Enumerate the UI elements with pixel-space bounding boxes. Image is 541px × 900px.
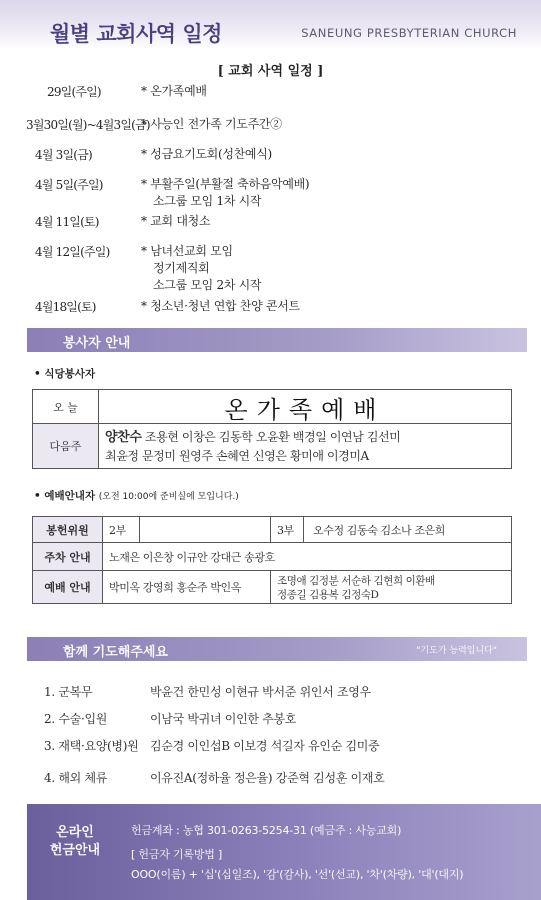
offering-account: 헌금계좌 : 농협 301-0263-5254-31 (예금주 : 사능교회) bbox=[131, 824, 402, 837]
schedule-events bbox=[141, 83, 207, 100]
next-week-label: 다음주 bbox=[33, 424, 99, 468]
prayer-names: 박윤건 한민성 이현규 박서준 위인서 조영우 bbox=[150, 685, 371, 699]
worship-guide-line: 정종길 김용복 김정숙D bbox=[277, 589, 379, 601]
schedule-event: * 교회 대청소 bbox=[141, 214, 211, 228]
schedule-events bbox=[141, 213, 210, 230]
table-row bbox=[33, 424, 511, 468]
table-row bbox=[33, 517, 511, 543]
ushers-heading-note: (오전 10:00에 준비실에 모입니다.) bbox=[98, 492, 239, 502]
table-row bbox=[33, 571, 511, 603]
prayer-names: 김순경 이인섭B 이보경 석길자 유인순 김미중 bbox=[150, 739, 380, 753]
schedule-date: 4월 5일(주일) bbox=[35, 178, 103, 192]
third-service-label: 3부 bbox=[277, 523, 294, 537]
online-offering-label-line: 헌금안내 bbox=[49, 843, 101, 858]
page-header bbox=[0, 0, 541, 50]
divider bbox=[270, 571, 271, 603]
schedule-event: 소그룹 모임 2차 시작 bbox=[153, 278, 262, 292]
prayer-names: 이남국 박귀녀 이인한 추봉호 bbox=[150, 712, 297, 726]
cafeteria-table bbox=[32, 389, 512, 469]
next-week-values bbox=[105, 428, 509, 465]
schedule-date: 4월 11일(토) bbox=[35, 215, 99, 229]
schedule-event: 정기제직회 bbox=[153, 261, 210, 275]
next-week-line bbox=[105, 428, 509, 447]
volunteers-section-bar bbox=[27, 328, 527, 352]
ushers-heading bbox=[34, 488, 239, 503]
schedule-events bbox=[141, 116, 282, 133]
page-title: 월별 교회사역 일정 bbox=[50, 22, 222, 46]
schedule-events bbox=[141, 243, 261, 294]
prayer-motto: "기도가 능력입니다" bbox=[416, 646, 497, 656]
schedule-event: * 온가족예배 bbox=[141, 84, 207, 98]
schedule-event: * 사능인 전가족 기도주간② bbox=[141, 117, 282, 131]
today-value: 온가족예배 bbox=[224, 395, 386, 424]
parking-label: 주차 안내 bbox=[33, 543, 103, 570]
next-week-line: 최윤정 문정미 원영주 손혜연 신영은 황미애 이경미A bbox=[105, 449, 369, 463]
today-label: 오 늘 bbox=[33, 390, 99, 423]
table-row bbox=[33, 390, 511, 424]
worship-guide-names: 박미옥 강영희 홍순주 박인옥 bbox=[109, 581, 242, 594]
next-week-first-name: 양찬수 bbox=[105, 430, 142, 445]
third-service-names: 오수정 김동숙 김소나 조은희 bbox=[313, 523, 446, 537]
divider bbox=[139, 517, 140, 542]
prayer-names: 이유진A(정하율 정은율) 강준혁 김성훈 이재호 bbox=[150, 771, 385, 785]
schedule-event: * 성금요기도회(성찬예식) bbox=[141, 147, 272, 161]
schedule-date: 3월30일(월)~4월3일(금) bbox=[26, 118, 150, 132]
online-offering-label-line: 온라인 bbox=[56, 825, 94, 840]
next-week-names: 조용현 이창은 김동학 오윤환 백경일 이연남 김선미 bbox=[141, 430, 401, 444]
schedule-date: 4월 12일(주일) bbox=[35, 245, 110, 259]
offering-method: OOO(이름) + '십'(십일조), '감'(감사), '선'(선교), '차'(차량), '대'(대지) bbox=[131, 868, 464, 881]
offering-committee-label: 봉헌위원 bbox=[33, 517, 103, 542]
schedule-date: 4월18일(토) bbox=[35, 300, 96, 314]
schedule-events bbox=[141, 176, 309, 210]
worship-guide-names bbox=[277, 571, 435, 603]
online-offering-label bbox=[43, 824, 107, 860]
prayer-section-bar bbox=[27, 637, 527, 661]
prayer-section-title: 함께 기도해주세요 bbox=[63, 645, 168, 660]
schedule-date: 29일(주일) bbox=[47, 85, 101, 99]
ushers-heading-title: • 예배안내자 bbox=[34, 490, 96, 502]
schedule-event: * 청소년·청년 연합 찬양 콘서트 bbox=[141, 299, 300, 313]
prayer-category: 4. 해외 체류 bbox=[44, 771, 108, 785]
worship-guide-line: 조명애 김정분 서순하 김현희 이환배 bbox=[277, 575, 435, 587]
schedule-events bbox=[141, 298, 300, 315]
schedule-events bbox=[141, 146, 272, 163]
cafeteria-heading: • 식당봉사자 bbox=[34, 368, 96, 380]
schedule-event: * 부활주일(부활절 축하음악예배) bbox=[141, 177, 310, 191]
online-offering-footer bbox=[27, 804, 541, 900]
volunteers-section-title: 봉사자 안내 bbox=[63, 336, 131, 351]
second-service-label: 2부 bbox=[109, 523, 126, 537]
schedule-event: 소그룹 모임 1차 시작 bbox=[153, 194, 262, 208]
worship-guide-label: 예배 안내 bbox=[33, 571, 103, 603]
schedule-date: 4월 3일(금) bbox=[35, 148, 92, 162]
ushers-table bbox=[32, 516, 512, 604]
prayer-category: 3. 재택·요양(병)원 bbox=[44, 739, 139, 753]
parking-names: 노재은 이은창 이규안 강대근 송광호 bbox=[109, 550, 275, 564]
divider bbox=[303, 517, 304, 542]
church-name: SANEUNG PRESBYTERIAN CHURCH bbox=[301, 26, 517, 40]
schedule-heading: [ 교회 사역 일정 ] bbox=[217, 64, 324, 79]
prayer-category: 2. 수술·입원 bbox=[44, 712, 108, 726]
schedule-event: * 남녀선교회 모임 bbox=[141, 244, 233, 258]
offering-method-title: [ 헌금자 기록방법 ] bbox=[131, 848, 223, 861]
table-row bbox=[33, 543, 511, 571]
prayer-category: 1. 군복무 bbox=[44, 685, 93, 699]
divider bbox=[270, 517, 271, 542]
